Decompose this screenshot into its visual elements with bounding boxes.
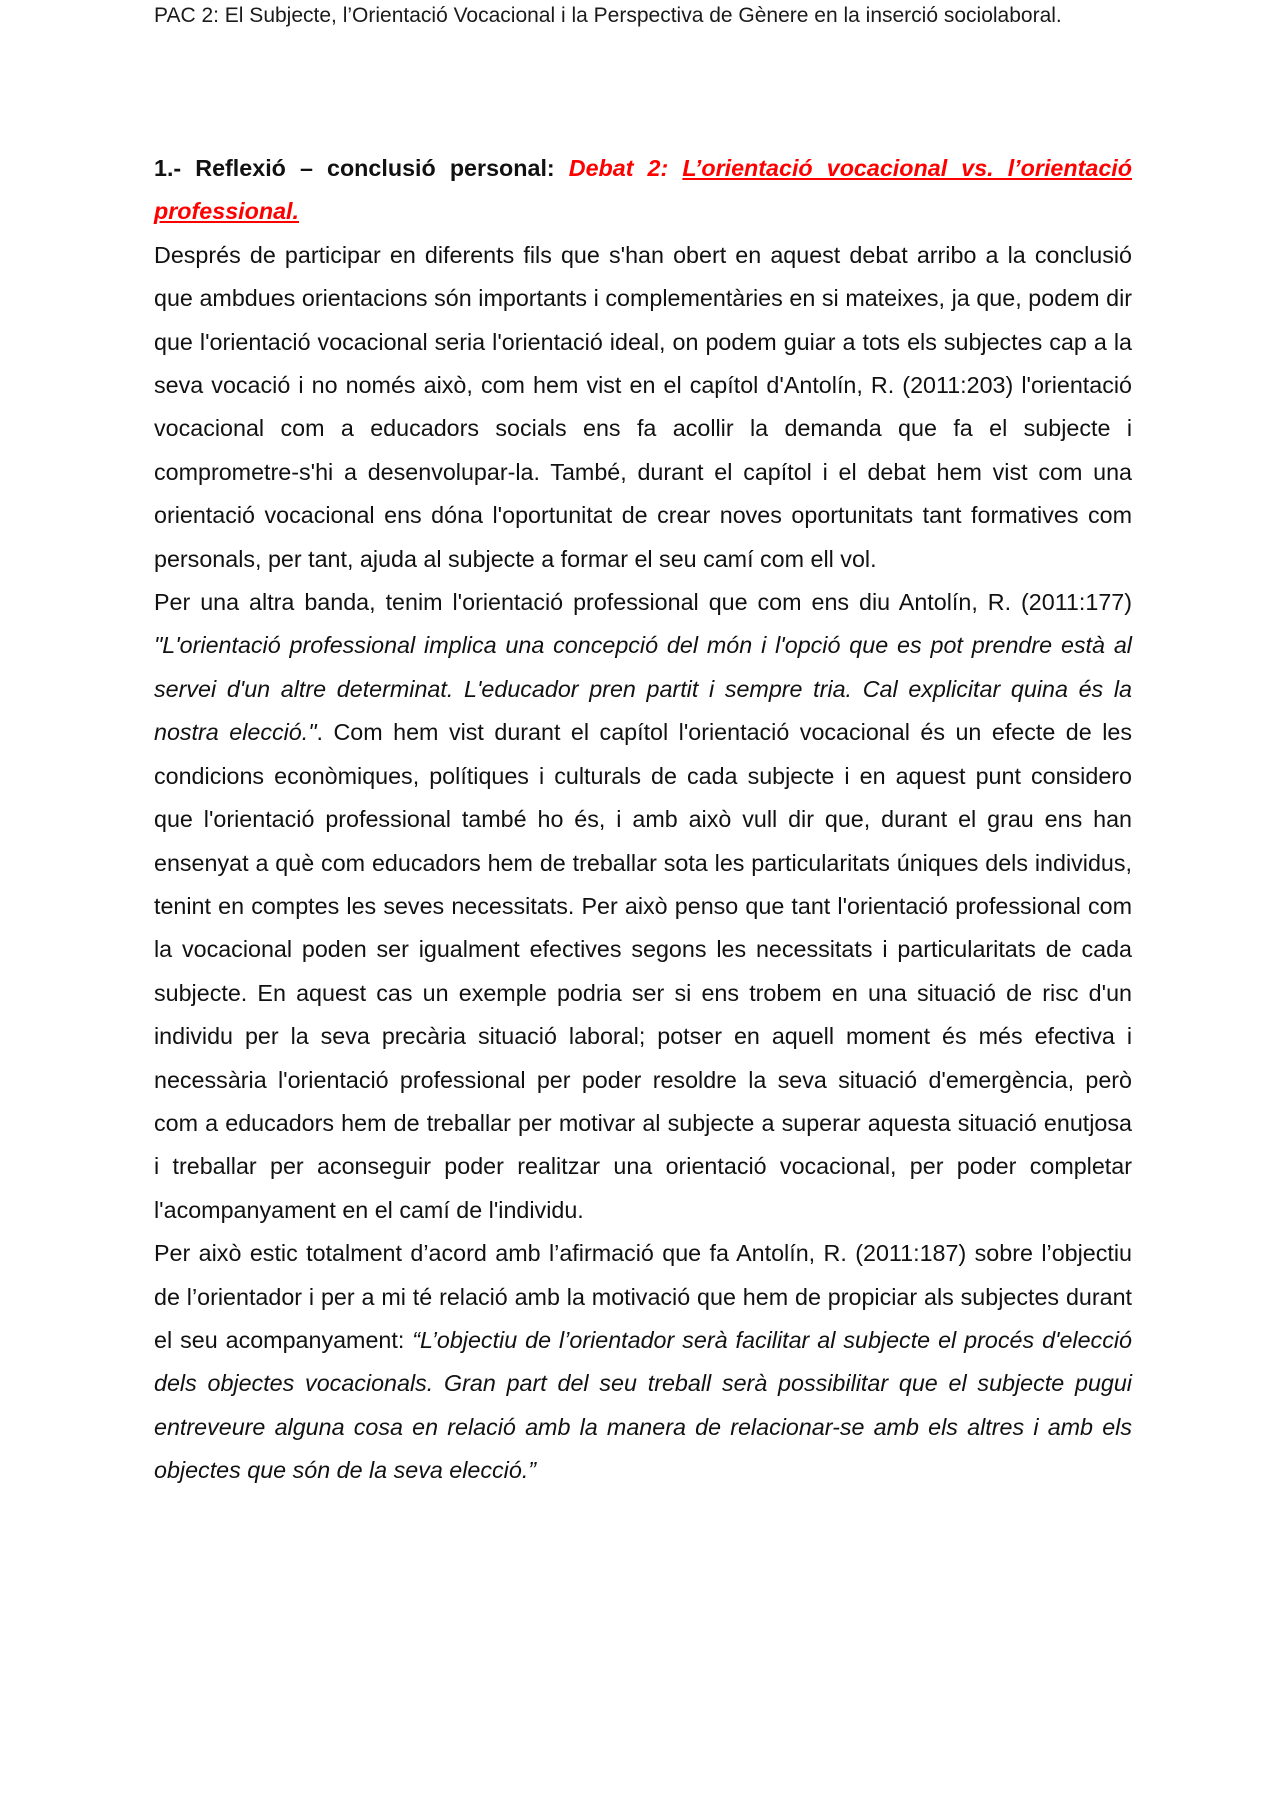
- section-heading: [154, 147, 1132, 234]
- document-title: PAC 2: El Subjecte, l’Orientació Vocacional i la Perspectiva de Gènere en la inserció sociolaboral.: [154, 4, 1062, 27]
- heading-label: 1.- Reflexió – conclusió personal:: [154, 155, 555, 181]
- paragraph-2-rest: . Com hem vist durant el capítol l'orientació vocacional és un efecte de les condicions econòmiques, polítiques i culturals de cada subjecte i en aquest punt considero que l'orientació professional també ho és, i amb això vull dir que, durant el grau ens han ensenyat a què com educadors hem de treballar sota les particularitats úniques dels individus, tenint en comptes les seves necessitats. Per això penso que tant l'orientació professional com la vocacional poden ser igualment efectives segons les necessitats i particularitats de cada subjecte. En aquest cas un exemple podria ser si ens trobem en una situació de risc d'un individu per la seva precària situació laboral; potser en aquell moment és més efectiva i necessària l'orientació professional per poder resoldre la seva situació d'emergència, però com a educadors hem de treballar per motivar al subjecte a superar aquesta situació enutjosa i treballar per aconseguir poder realitzar una orientació vocacional, per poder completar l'acompanyament en el camí de l'individu.: [154, 719, 1132, 1223]
- paragraph-3-intro: Per això estic totalment d’acord amb l’afirmació que fa Antolín, R. (2011:187) sobre l’objectiu de l’orientador i per a mi té relació amb la motivació que hem de propiciar als subjectes durant el seu acompanyament:: [154, 1240, 1132, 1353]
- paragraph-3: [154, 1232, 1132, 1492]
- debate-title: L’orientació vocacional vs. l’orientació professional.: [154, 155, 1132, 225]
- quote-professional: "L'orientació professional implica una concepció del món i l'opció que es pot prendre està al servei d'un altre determinat. L'educador pren partit i sempre tria. Cal explicitar quina és la nostra elecció.": [154, 632, 1132, 746]
- paragraph-1: Després de participar en diferents fils que s'han obert en aquest debat arribo a la conclusió que ambdues orientacions són importants i complementàries en si mateixes, ja que, podem dir que l'orientació vocacional seria l'orientació ideal, on podem guiar a tots els subjectes cap a la seva vocació i no només això, com hem vist en el capítol d'Antolín, R. (2011:203) l'orientació vocacional com a educadors socials ens fa acollir la demanda que fa el subjecte i comprometre-s'hi a desenvolupar-la. També, durant el capítol i el debat hem vist com una orientació vocacional ens dóna l'oportunitat de crear noves oportunitats tant formatives com personals, per tant, ajuda al subjecte a formar el seu camí com ell vol.: [154, 241, 1132, 572]
- page-header: [154, 0, 1074, 31]
- paragraph-2: [154, 581, 1132, 1232]
- document-body: [154, 147, 1132, 1493]
- debate-label: Debat 2:: [568, 155, 669, 181]
- paragraph-2-intro: Per una altra banda, tenim l'orientació professional que com ens diu Antolín, R. (2011:177): [154, 589, 1132, 616]
- quote-orientador: “L’objectiu de l’orientador serà facilitar al subjecte el procés d'elecció dels objectes vocacionals. Gran part del seu treball serà possibilitar que el subjecte pugui entreveure alguna cosa en relació amb la manera de relacionar-se amb els altres i amb els objectes que són de la seva elecció.”: [154, 1326, 1132, 1484]
